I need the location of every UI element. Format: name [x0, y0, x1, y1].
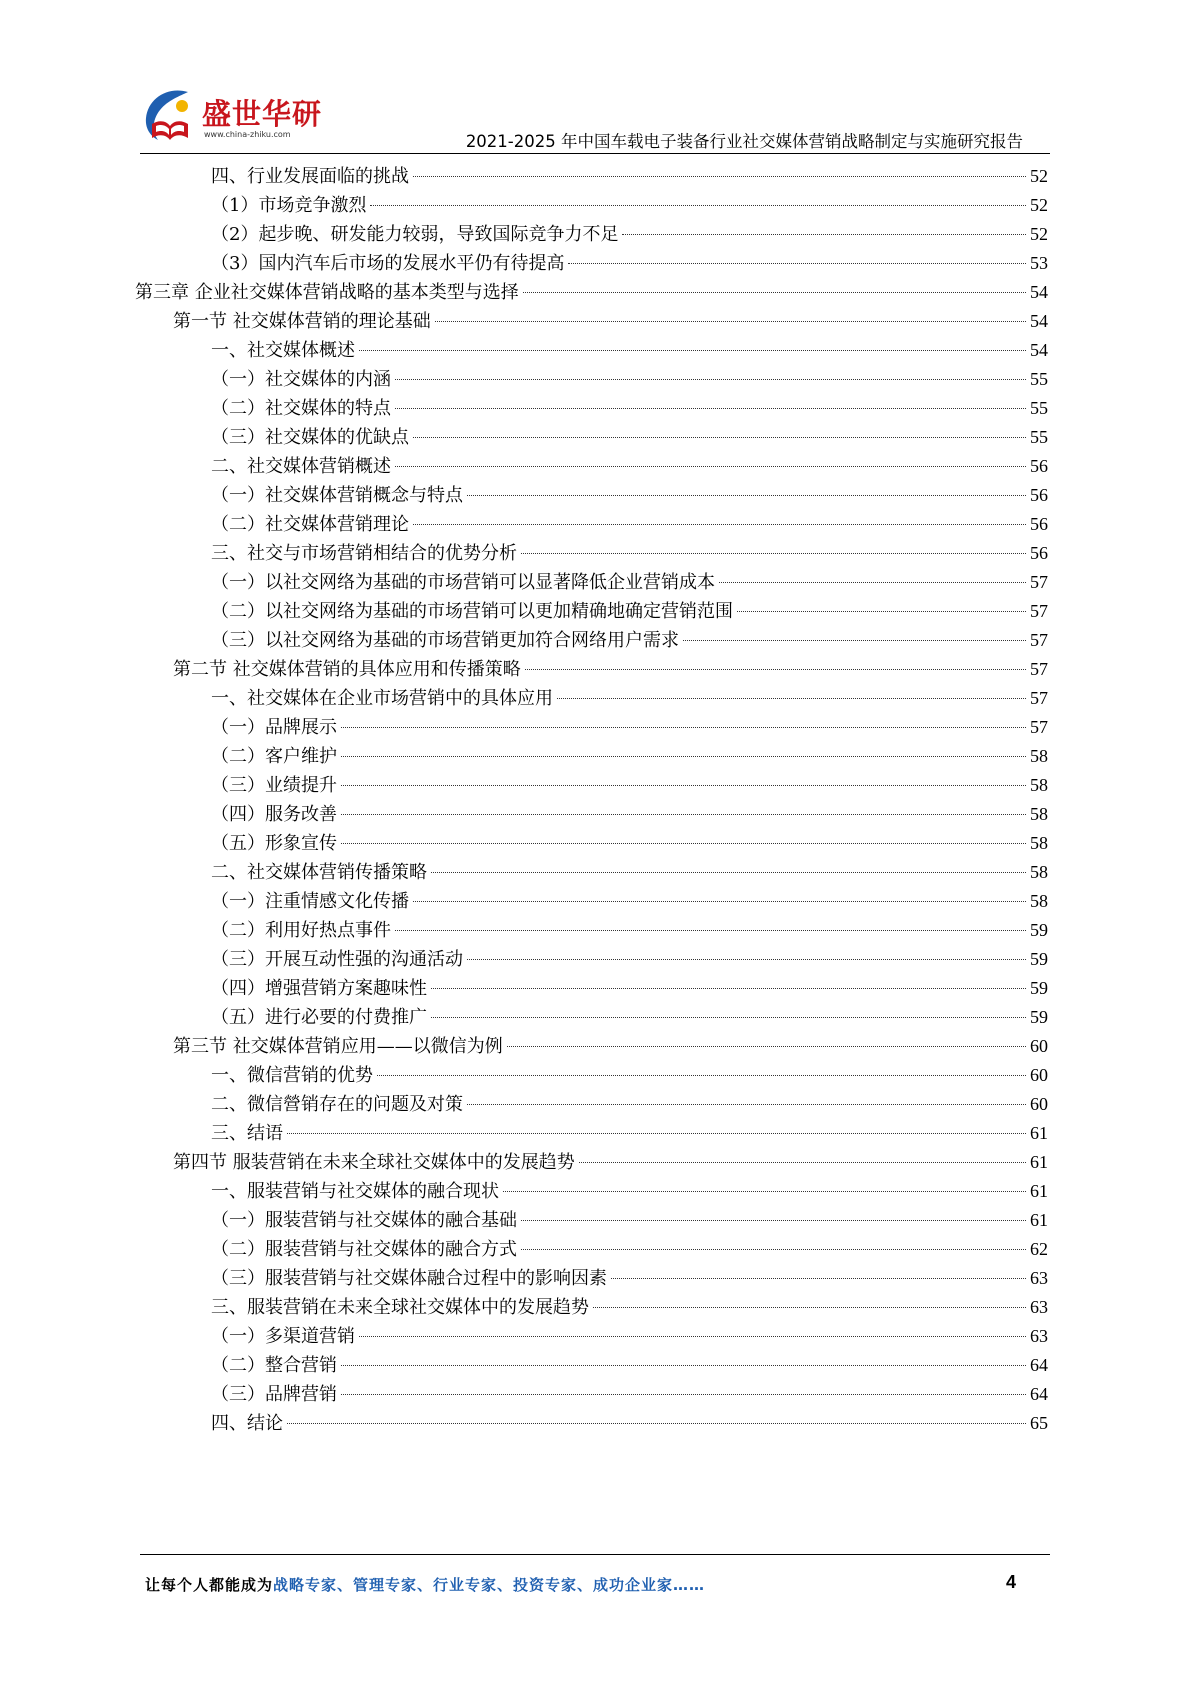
toc-entry-page: 61 — [1030, 1210, 1048, 1230]
toc-entry-title: （二）社交媒体营销理论 — [211, 514, 409, 535]
toc-entry-page: 60 — [1030, 1036, 1048, 1056]
toc-entry-title: （二）以社交网络为基础的市场营销可以更加精确地确定营销范围 — [211, 601, 733, 622]
toc-entry[interactable] — [211, 886, 1048, 917]
toc-entry-page: 52 — [1030, 224, 1048, 244]
toc-entry[interactable] — [211, 915, 1048, 946]
toc-entry-page: 55 — [1030, 398, 1048, 418]
toc-leader-dots — [370, 205, 1026, 206]
toc-leader-dots — [341, 1365, 1026, 1366]
toc-entry-title: 第三节 社交媒体营销应用——以微信为例 — [173, 1036, 503, 1057]
toc-leader-dots — [431, 1017, 1026, 1018]
toc-entry-page: 56 — [1030, 543, 1048, 563]
toc-entry-page: 54 — [1030, 282, 1048, 302]
toc-entry-page: 57 — [1030, 688, 1048, 708]
toc-entry[interactable] — [211, 683, 1048, 714]
toc-entry-page: 60 — [1030, 1065, 1048, 1085]
toc-entry-page: 57 — [1030, 572, 1048, 592]
toc-leader-dots — [341, 756, 1026, 757]
toc-entry-title: 一、微信营销的优势 — [211, 1065, 373, 1086]
toc-entry[interactable] — [211, 393, 1048, 424]
toc-entry-title: （一）服装营销与社交媒体的融合基础 — [211, 1210, 517, 1231]
toc-entry[interactable] — [211, 1118, 1048, 1149]
toc-entry-title: 第一节 社交媒体营销的理论基础 — [173, 311, 431, 332]
toc-entry[interactable] — [211, 596, 1048, 627]
toc-leader-dots — [341, 843, 1026, 844]
toc-entry-title: 二、社交媒体营销概述 — [211, 456, 391, 477]
toc-entry-page: 53 — [1030, 253, 1048, 273]
toc-entry-title: （一）社交媒体营销概念与特点 — [211, 485, 463, 506]
toc-entry[interactable] — [211, 480, 1048, 511]
toc-entry[interactable] — [211, 1002, 1048, 1033]
logo-mark-icon — [138, 84, 202, 148]
toc-leader-dots — [341, 1394, 1026, 1395]
toc-leader-dots — [395, 408, 1026, 409]
toc-leader-dots — [359, 350, 1026, 351]
toc-entry[interactable] — [211, 219, 1048, 250]
toc-leader-dots — [521, 1220, 1026, 1221]
toc-entry[interactable] — [211, 1205, 1048, 1236]
toc-leader-dots — [341, 785, 1026, 786]
toc-entry-page: 56 — [1030, 514, 1048, 534]
toc-entry[interactable] — [211, 248, 1048, 279]
toc-entry-title: （2）起步晚、研发能力较弱，导致国际竞争力不足 — [211, 224, 619, 245]
toc-entry-page: 56 — [1030, 485, 1048, 505]
toc-entry-title: （一）社交媒体的内涵 — [211, 369, 391, 390]
toc-entry-title: （3）国内汽车后市场的发展水平仍有待提高 — [211, 253, 565, 274]
toc-leader-dots — [683, 640, 1026, 641]
toc-entry-page: 59 — [1030, 1007, 1048, 1027]
toc-leader-dots — [341, 727, 1026, 728]
toc-entry-title: 四、行业发展面临的挑战 — [211, 166, 409, 187]
toc-entry-page: 61 — [1030, 1181, 1048, 1201]
toc-leader-dots — [395, 379, 1026, 380]
toc-entry-title: （1）市场竞争激烈 — [211, 195, 367, 216]
toc-entry-title: （三）开展互动性强的沟通活动 — [211, 949, 463, 970]
logo-url: www.china-zhiku.com — [204, 130, 291, 139]
toc-entry-title: （二）客户维护 — [211, 746, 337, 767]
company-logo — [138, 84, 323, 148]
toc-leader-dots — [413, 901, 1026, 902]
toc-entry[interactable] — [211, 422, 1048, 453]
toc-entry[interactable] — [211, 567, 1048, 598]
toc-entry-page: 58 — [1030, 775, 1048, 795]
toc-entry[interactable] — [211, 335, 1048, 366]
toc-entry-page: 54 — [1030, 311, 1048, 331]
toc-entry[interactable] — [135, 277, 1048, 308]
toc-entry-title: 第四节 服装营销在未来全球社交媒体中的发展趋势 — [173, 1152, 575, 1173]
toc-entry[interactable] — [211, 1176, 1048, 1207]
toc-entry[interactable] — [211, 828, 1048, 859]
header-divider — [140, 153, 1050, 154]
toc-leader-dots — [467, 959, 1026, 960]
toc-entry-page: 64 — [1030, 1384, 1048, 1404]
toc-entry-page: 59 — [1030, 978, 1048, 998]
toc-entry[interactable] — [173, 1147, 1048, 1178]
toc-leader-dots — [521, 553, 1026, 554]
toc-entry[interactable] — [211, 799, 1048, 830]
toc-leader-dots — [413, 437, 1026, 438]
toc-entry[interactable] — [211, 1379, 1048, 1410]
toc-entry-page: 57 — [1030, 717, 1048, 737]
toc-entry[interactable] — [211, 741, 1048, 772]
toc-leader-dots — [611, 1278, 1026, 1279]
toc-entry-title: 第三章 企业社交媒体营销战略的基本类型与选择 — [135, 282, 519, 303]
toc-entry[interactable] — [211, 1292, 1048, 1323]
toc-leader-dots — [737, 611, 1026, 612]
toc-entry-page: 56 — [1030, 456, 1048, 476]
toc-entry[interactable] — [173, 654, 1048, 685]
toc-entry-title: （三）以社交网络为基础的市场营销更加符合网络用户需求 — [211, 630, 679, 651]
toc-leader-dots — [507, 1046, 1026, 1047]
toc-leader-dots — [503, 1191, 1026, 1192]
toc-entry-title: 一、社交媒体概述 — [211, 340, 355, 361]
toc-leader-dots — [395, 930, 1026, 931]
toc-entry[interactable] — [211, 190, 1048, 221]
toc-entry-title: （三）品牌营销 — [211, 1384, 337, 1405]
logo-name: 盛世华研 — [202, 97, 323, 131]
toc-entry-title: （一）以社交网络为基础的市场营销可以显著降低企业营销成本 — [211, 572, 715, 593]
toc-entry[interactable] — [173, 306, 1048, 337]
toc-entry[interactable] — [211, 770, 1048, 801]
toc-entry-title: （一）注重情感文化传播 — [211, 891, 409, 912]
toc-entry-title: （三）业绩提升 — [211, 775, 337, 796]
toc-entry-title: （二）利用好热点事件 — [211, 920, 391, 941]
toc-entry-title: （四）服务改善 — [211, 804, 337, 825]
toc-entry[interactable] — [211, 451, 1048, 482]
toc-entry[interactable] — [211, 973, 1048, 1004]
toc-entry[interactable] — [211, 509, 1048, 540]
toc-entry-title: 三、社交与市场营销相结合的优势分析 — [211, 543, 517, 564]
toc-leader-dots — [467, 1104, 1026, 1105]
toc-entry-title: （二）整合营销 — [211, 1355, 337, 1376]
toc-entry[interactable] — [211, 1060, 1048, 1091]
toc-leader-dots — [568, 263, 1026, 264]
toc-entry-page: 52 — [1030, 195, 1048, 215]
toc-entry-page: 64 — [1030, 1355, 1048, 1375]
toc-entry-page: 58 — [1030, 862, 1048, 882]
toc-entry-page: 58 — [1030, 746, 1048, 766]
toc-leader-dots — [521, 1249, 1026, 1250]
toc-entry-title: 二、社交媒体营销传播策略 — [211, 862, 427, 883]
toc-entry-page: 57 — [1030, 630, 1048, 650]
toc-entry[interactable] — [211, 538, 1048, 569]
toc-entry-page: 55 — [1030, 369, 1048, 389]
toc-leader-dots — [359, 1336, 1026, 1337]
toc-entry-page: 59 — [1030, 949, 1048, 969]
toc-leader-dots — [622, 234, 1026, 235]
toc-leader-dots — [557, 698, 1026, 699]
toc-entry-page: 61 — [1030, 1152, 1048, 1172]
toc-entry[interactable] — [211, 1234, 1048, 1265]
toc-leader-dots — [395, 466, 1026, 467]
toc-entry[interactable] — [211, 1321, 1048, 1352]
toc-leader-dots — [413, 524, 1026, 525]
toc-entry-page: 61 — [1030, 1123, 1048, 1143]
toc-entry-title: 一、社交媒体在企业市场营销中的具体应用 — [211, 688, 553, 709]
toc-entry-title: （四）增强营销方案趣味性 — [211, 978, 427, 999]
toc-entry[interactable] — [211, 712, 1048, 743]
toc-leader-dots — [593, 1307, 1026, 1308]
toc-entry-title: （二）社交媒体的特点 — [211, 398, 391, 419]
toc-entry-page: 58 — [1030, 833, 1048, 853]
toc-entry-page: 62 — [1030, 1239, 1048, 1259]
toc-entry-page: 65 — [1030, 1413, 1048, 1433]
toc-entry-title: （一）品牌展示 — [211, 717, 337, 738]
toc-entry-title: 一、服装营销与社交媒体的融合现状 — [211, 1181, 499, 1202]
toc-entry-page: 58 — [1030, 804, 1048, 824]
toc-entry-page: 63 — [1030, 1268, 1048, 1288]
toc-leader-dots — [413, 176, 1026, 177]
toc-entry-page: 60 — [1030, 1094, 1048, 1114]
toc-entry-page: 55 — [1030, 427, 1048, 447]
toc-leader-dots — [719, 582, 1026, 583]
toc-leader-dots — [525, 669, 1026, 670]
toc-leader-dots — [435, 321, 1026, 322]
toc-entry[interactable] — [211, 1089, 1048, 1120]
toc-entry-title: （三）服装营销与社交媒体融合过程中的影响因素 — [211, 1268, 607, 1289]
toc-entry[interactable] — [211, 625, 1048, 656]
slogan-prefix: 让每个人都能成为 — [145, 1576, 274, 1594]
toc-entry[interactable] — [173, 1031, 1048, 1062]
toc-entry-page: 57 — [1030, 601, 1048, 621]
toc-entry-page: 54 — [1030, 340, 1048, 360]
toc-entry[interactable] — [211, 161, 1048, 192]
toc-entry-page: 52 — [1030, 166, 1048, 186]
toc-entry-title: （一）多渠道营销 — [211, 1326, 355, 1347]
toc-entry-page: 57 — [1030, 659, 1048, 679]
toc-entry-title: （五）进行必要的付费推广 — [211, 1007, 427, 1028]
report-title: 2021-2025 年中国车载电子装备行业社交媒体营销战略制定与实施研究报告 — [465, 132, 1023, 151]
toc-entry[interactable] — [211, 1408, 1048, 1439]
toc-entry-title: （二）服装营销与社交媒体的融合方式 — [211, 1239, 517, 1260]
toc-leader-dots — [431, 988, 1026, 989]
toc-entry-page: 58 — [1030, 891, 1048, 911]
toc-entry-page: 63 — [1030, 1326, 1048, 1346]
page-header — [0, 0, 1191, 160]
toc-entry[interactable] — [211, 1263, 1048, 1294]
toc-leader-dots — [431, 872, 1026, 873]
toc-leader-dots — [287, 1133, 1026, 1134]
toc-entry-title: （五）形象宣传 — [211, 833, 337, 854]
slogan-highlight: 战略专家、管理专家、行业专家、投资专家、成功企业家…… — [273, 1576, 706, 1594]
page-number: 4 — [1006, 1572, 1017, 1592]
toc-entry[interactable] — [211, 1350, 1048, 1381]
toc-leader-dots — [287, 1423, 1026, 1424]
toc-entry-title: 三、结语 — [211, 1123, 283, 1144]
toc-leader-dots — [341, 814, 1026, 815]
toc-entry-title: 第二节 社交媒体营销的具体应用和传播策略 — [173, 659, 521, 680]
toc-entry-title: （三）社交媒体的优缺点 — [211, 427, 409, 448]
toc-leader-dots — [523, 292, 1026, 293]
toc-leader-dots — [377, 1075, 1026, 1076]
toc-entry[interactable] — [211, 364, 1048, 395]
footer-slogan — [145, 1574, 705, 1595]
toc-entry-title: 三、服装营销在未来全球社交媒体中的发展趋势 — [211, 1297, 589, 1318]
toc-entry-title: 二、微信營销存在的问题及对策 — [211, 1094, 463, 1115]
toc-entry-page: 59 — [1030, 920, 1048, 940]
toc-leader-dots — [467, 495, 1026, 496]
toc-entry[interactable] — [211, 857, 1048, 888]
footer-divider — [140, 1554, 1050, 1555]
toc-leader-dots — [579, 1162, 1026, 1163]
toc-entry-title: 四、结论 — [211, 1413, 283, 1434]
toc-entry[interactable] — [211, 944, 1048, 975]
toc-entry-page: 63 — [1030, 1297, 1048, 1317]
